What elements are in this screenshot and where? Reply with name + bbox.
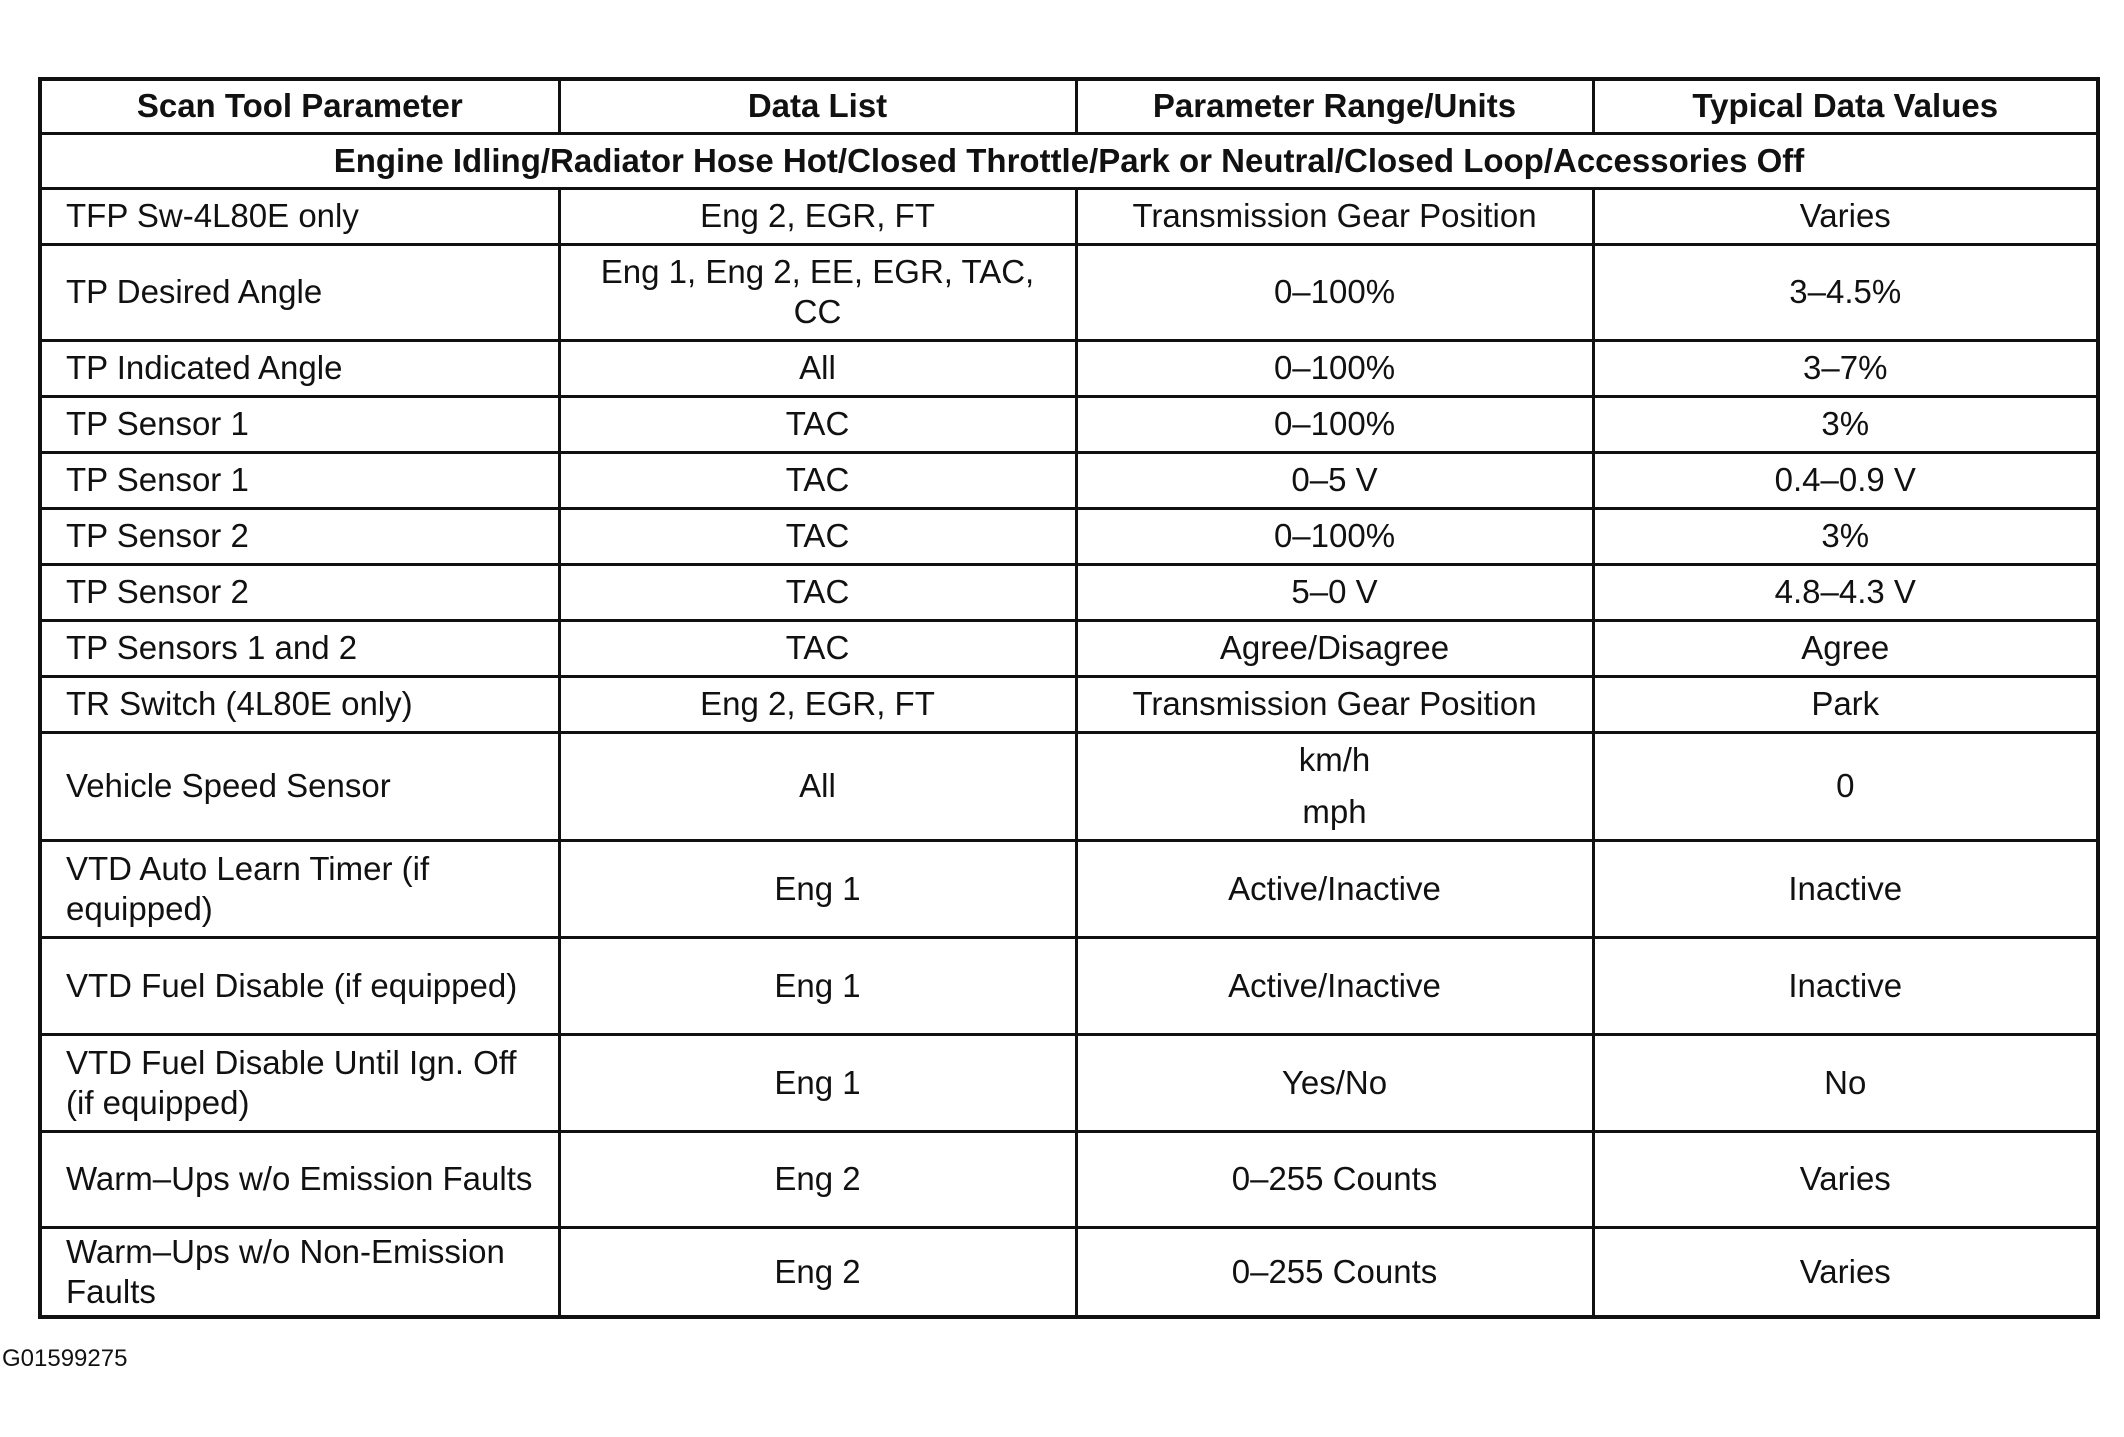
data-list-cell: Eng 2 bbox=[559, 1227, 1076, 1317]
table-row bbox=[40, 620, 2098, 676]
typical-value-cell: Agree bbox=[1593, 620, 2098, 676]
parameter-cell: TP Sensors 1 and 2 bbox=[40, 620, 559, 676]
range-unit-kmh: km/h bbox=[1298, 741, 1371, 778]
parameter-cell: TFP Sw-4L80E only bbox=[40, 188, 559, 244]
condition-row bbox=[40, 133, 2098, 188]
table-row bbox=[40, 340, 2098, 396]
figure-id: G01599275 bbox=[2, 1345, 128, 1372]
column-header-typical-data-values: Typical Data Values bbox=[1593, 79, 2098, 133]
typical-value-cell: 3–7% bbox=[1593, 340, 2098, 396]
data-list-cell: TAC bbox=[559, 564, 1076, 620]
test-condition: Engine Idling/Radiator Hose Hot/Closed Throttle/Park or Neutral/Closed Loop/Accessories Off bbox=[40, 133, 2098, 188]
parameter-cell: VTD Auto Learn Timer (if equipped) bbox=[40, 840, 559, 937]
table-row bbox=[40, 732, 2098, 840]
header-row bbox=[40, 79, 2098, 133]
parameter-cell: TR Switch (4L80E only) bbox=[40, 676, 559, 732]
data-list-cell: Eng 2, EGR, FT bbox=[559, 676, 1076, 732]
typical-value-cell: 3–4.5% bbox=[1593, 244, 2098, 340]
range-cell: Active/Inactive bbox=[1076, 840, 1593, 937]
table-row bbox=[40, 840, 2098, 937]
range-cell: Yes/No bbox=[1076, 1034, 1593, 1131]
typical-value-cell: 3% bbox=[1593, 396, 2098, 452]
data-list-cell: All bbox=[559, 340, 1076, 396]
range-cell: 0–100% bbox=[1076, 396, 1593, 452]
range-cell: 0–255 Counts bbox=[1076, 1227, 1593, 1317]
range-cell: 0–255 Counts bbox=[1076, 1131, 1593, 1227]
table-row bbox=[40, 676, 2098, 732]
data-list-cell: Eng 1, Eng 2, EE, EGR, TAC, CC bbox=[559, 244, 1076, 340]
parameter-cell: TP Desired Angle bbox=[40, 244, 559, 340]
range-cell: 0–100% bbox=[1076, 340, 1593, 396]
range-cell: 0–100% bbox=[1076, 508, 1593, 564]
typical-value-cell: No bbox=[1593, 1034, 2098, 1131]
range-cell: 0–100% bbox=[1076, 244, 1593, 340]
typical-value-cell: 3% bbox=[1593, 508, 2098, 564]
parameter-cell: Warm–Ups w/o Non-Emission Faults bbox=[40, 1227, 559, 1317]
table-row bbox=[40, 452, 2098, 508]
data-list-cell: TAC bbox=[559, 620, 1076, 676]
data-list-cell: TAC bbox=[559, 452, 1076, 508]
typical-value-cell: Varies bbox=[1593, 1227, 2098, 1317]
data-list-cell: Eng 1 bbox=[559, 937, 1076, 1034]
typical-value-cell: Inactive bbox=[1593, 937, 2098, 1034]
typical-value-cell: Inactive bbox=[1593, 840, 2098, 937]
range-cell: Active/Inactive bbox=[1076, 937, 1593, 1034]
range-unit-mph: mph bbox=[1302, 793, 1367, 830]
column-header-scan-tool-parameter: Scan Tool Parameter bbox=[40, 79, 559, 133]
scan-tool-data-sheet bbox=[38, 77, 2096, 1319]
table-row bbox=[40, 1131, 2098, 1227]
data-list-cell: Eng 1 bbox=[559, 840, 1076, 937]
parameter-cell: TP Sensor 2 bbox=[40, 564, 559, 620]
range-cell: Transmission Gear Position bbox=[1076, 676, 1593, 732]
data-list-cell: TAC bbox=[559, 396, 1076, 452]
range-cell: Agree/Disagree bbox=[1076, 620, 1593, 676]
range-cell: Transmission Gear Position bbox=[1076, 188, 1593, 244]
data-list-cell: TAC bbox=[559, 508, 1076, 564]
scan-tool-data-table bbox=[38, 77, 2100, 1319]
typical-value-cell: 0.4–0.9 V bbox=[1593, 452, 2098, 508]
table-row bbox=[40, 564, 2098, 620]
column-header-data-list: Data List bbox=[559, 79, 1076, 133]
typical-value-cell: 0 bbox=[1593, 732, 2098, 840]
typical-value-cell: Park bbox=[1593, 676, 2098, 732]
parameter-cell: TP Sensor 1 bbox=[40, 452, 559, 508]
parameter-cell: Warm–Ups w/o Emission Faults bbox=[40, 1131, 559, 1227]
data-list-cell: Eng 1 bbox=[559, 1034, 1076, 1131]
parameter-cell: TP Indicated Angle bbox=[40, 340, 559, 396]
range-cell: 0–5 V bbox=[1076, 452, 1593, 508]
typical-value-cell: Varies bbox=[1593, 1131, 2098, 1227]
parameter-cell: TP Sensor 2 bbox=[40, 508, 559, 564]
table-row bbox=[40, 1227, 2098, 1317]
typical-value-cell: 4.8–4.3 V bbox=[1593, 564, 2098, 620]
column-header-parameter-range-units: Parameter Range/Units bbox=[1076, 79, 1593, 133]
table-row bbox=[40, 244, 2098, 340]
table-row bbox=[40, 1034, 2098, 1131]
table-row bbox=[40, 508, 2098, 564]
table-row bbox=[40, 188, 2098, 244]
data-list-cell: All bbox=[559, 732, 1076, 840]
typical-value-cell: Varies bbox=[1593, 188, 2098, 244]
parameter-cell: VTD Fuel Disable (if equipped) bbox=[40, 937, 559, 1034]
table-row bbox=[40, 396, 2098, 452]
parameter-cell: Vehicle Speed Sensor bbox=[40, 732, 559, 840]
data-list-cell: Eng 2 bbox=[559, 1131, 1076, 1227]
table-row bbox=[40, 937, 2098, 1034]
data-list-cell: Eng 2, EGR, FT bbox=[559, 188, 1076, 244]
parameter-cell: TP Sensor 1 bbox=[40, 396, 559, 452]
range-cell: 5–0 V bbox=[1076, 564, 1593, 620]
range-cell bbox=[1076, 732, 1593, 840]
parameter-cell: VTD Fuel Disable Until Ign. Off (if equipped) bbox=[40, 1034, 559, 1131]
